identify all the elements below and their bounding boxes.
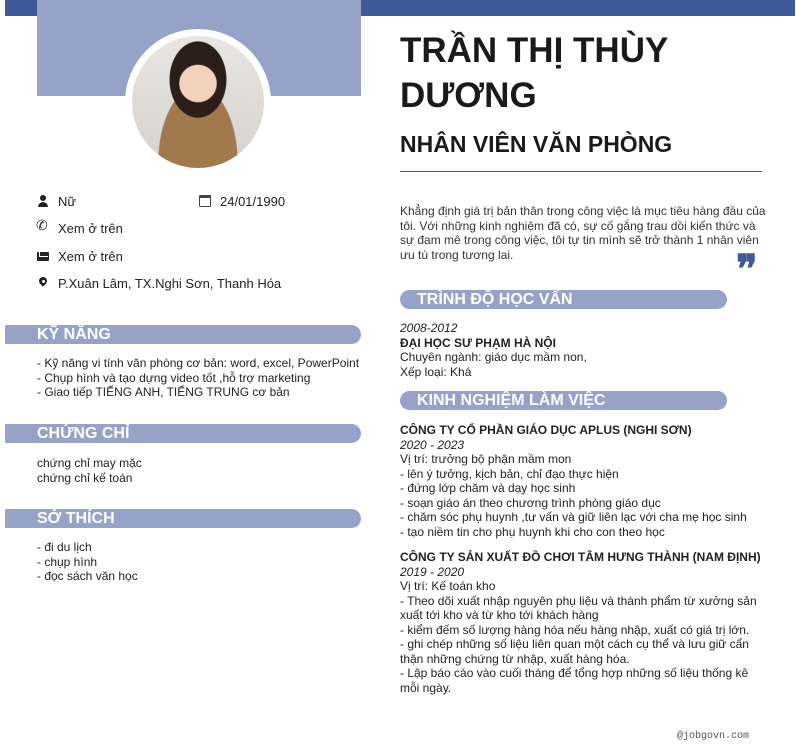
phone-icon: [37, 222, 49, 234]
list-item: - Chụp hình và tạo dựng video tốt ,hỗ trợ marketing: [37, 370, 311, 385]
job-line: - Lập báo cáo vào cuối tháng để tổng hợp những số liệu thống kê mỗi ngày.: [400, 666, 749, 695]
title-divider: [400, 171, 762, 172]
quote-icon: ❞: [736, 246, 758, 293]
company-name: CÔNG TY CỔ PHẦN GIÁO DỤC APLUS (NGHI SƠN): [400, 423, 692, 437]
job-line: - lên ý tưởng, kịch bản, chỉ đạo thực hiện: [400, 466, 619, 481]
email-value: Xem ở trên: [58, 248, 123, 264]
job-line: - đứng lớp chăm và dạy học sinh: [400, 481, 576, 495]
birthdate-row: [199, 192, 285, 210]
education-block: [400, 321, 765, 379]
address-row: [37, 274, 281, 292]
address-value: P.Xuân Lâm, TX.Nghi Sơn, Thanh Hóa: [58, 275, 282, 291]
job-line: - soạn giáo án theo chương trình phòng giáo dục: [400, 495, 661, 510]
education-heading: TRÌNH ĐỘ HỌC VẤN: [400, 290, 727, 309]
candidate-name: TRẦN THỊ THÙY DƯƠNG: [400, 31, 668, 115]
list-item: chứng chỉ kế toán: [37, 470, 133, 485]
job-period: 2020 - 2023: [400, 437, 465, 452]
list-item: - đi du lịch: [37, 540, 92, 554]
avatar: [132, 36, 264, 168]
job-line: - kiểm đếm số lượng hàng hóa nếu hàng nhập, xuất có giá trị lớn.: [400, 622, 750, 637]
list-item: - Giao tiếp TIẾNG ANH, TIẾNG TRUNG cơ bản: [37, 385, 290, 399]
job-entry: [400, 423, 765, 539]
birthdate-value: 24/01/1990: [220, 193, 286, 209]
certificates-list: [37, 456, 142, 485]
education-period: 2008-2012: [400, 321, 458, 335]
email-row: [37, 247, 123, 265]
school-name: ĐẠI HỌC SƯ PHẠM HÀ NỘI: [400, 335, 556, 350]
job-line: Vị trí: trưởng bộ phận mầm mon: [400, 452, 572, 466]
career-summary: Khẳng định giá trị bản thân trong công việc là mục tiêu hàng đầu của tôi. Với những kinh nghiệm đã có, sự cố gắng trau dồi kiến thức và sự đam mê trong công việc, tôi tự tin mình sẽ trở thành 1 nhân viên ưu tú trong tương lai.: [400, 204, 766, 262]
gender-value: Nữ: [58, 193, 77, 209]
list-item: chứng chỉ may mặc: [37, 456, 142, 470]
job-line: - chăm sóc phụ huynh ,tư vấn và giữ liên lạc với cha mẹ học sinh: [400, 510, 747, 524]
job-line: Vị trí: Kế toán kho: [400, 579, 496, 593]
phone-value: Xem ở trên: [58, 220, 123, 236]
job-line: - Theo dõi xuất nhập nguyên phụ liệu và thành phẩm từ xưởng sản xuất tới kho và từ kho tới khách hàng: [400, 593, 757, 622]
list-item: - đọc sách văn học: [37, 569, 138, 583]
location-pin-icon: [37, 277, 49, 289]
company-name: CÔNG TY SẢN XUẤT ĐỒ CHƠI TÂM HƯNG THÀNH (NAM ĐỊNH): [400, 550, 761, 564]
job-period: 2019 - 2020: [400, 564, 465, 579]
hobbies-heading: SỞ THÍCH: [5, 509, 361, 528]
skills-list: [37, 356, 359, 400]
skills-heading: KỸ NĂNG: [5, 325, 361, 344]
watermark: @jobgovn.com: [677, 731, 750, 742]
gender-row: [37, 192, 76, 210]
education-detail: Xếp loại: Khá: [400, 364, 472, 379]
certificates-heading: CHỨNG CHỈ: [5, 424, 361, 443]
calendar-icon: [199, 195, 211, 207]
list-item: - Kỹ năng vi tính văn phòng cơ bản: word, excel, PowerPoint: [37, 356, 360, 370]
phone-row: [37, 219, 123, 237]
education-detail: Chuyên ngành: giáo dục mầm non,: [400, 350, 587, 364]
hobbies-list: [37, 540, 138, 584]
person-icon: [37, 195, 49, 207]
job-line: - ghi chép những số liệu liên quan một cách cụ thể và lưu giữ cẩn thận những chứng từ nhập, xuất hàng hóa.: [400, 637, 749, 666]
list-item: - chụp hình: [37, 554, 98, 569]
job-title: NHÂN VIÊN VĂN PHÒNG: [400, 131, 673, 157]
mail-icon: [37, 252, 49, 261]
job-line: - tạo niềm tin cho phụ huynh khi cho con theo học: [400, 524, 665, 539]
job-entry: [400, 550, 765, 695]
experience-heading: KINH NGHIỆM LÀM VIỆC: [400, 391, 727, 410]
